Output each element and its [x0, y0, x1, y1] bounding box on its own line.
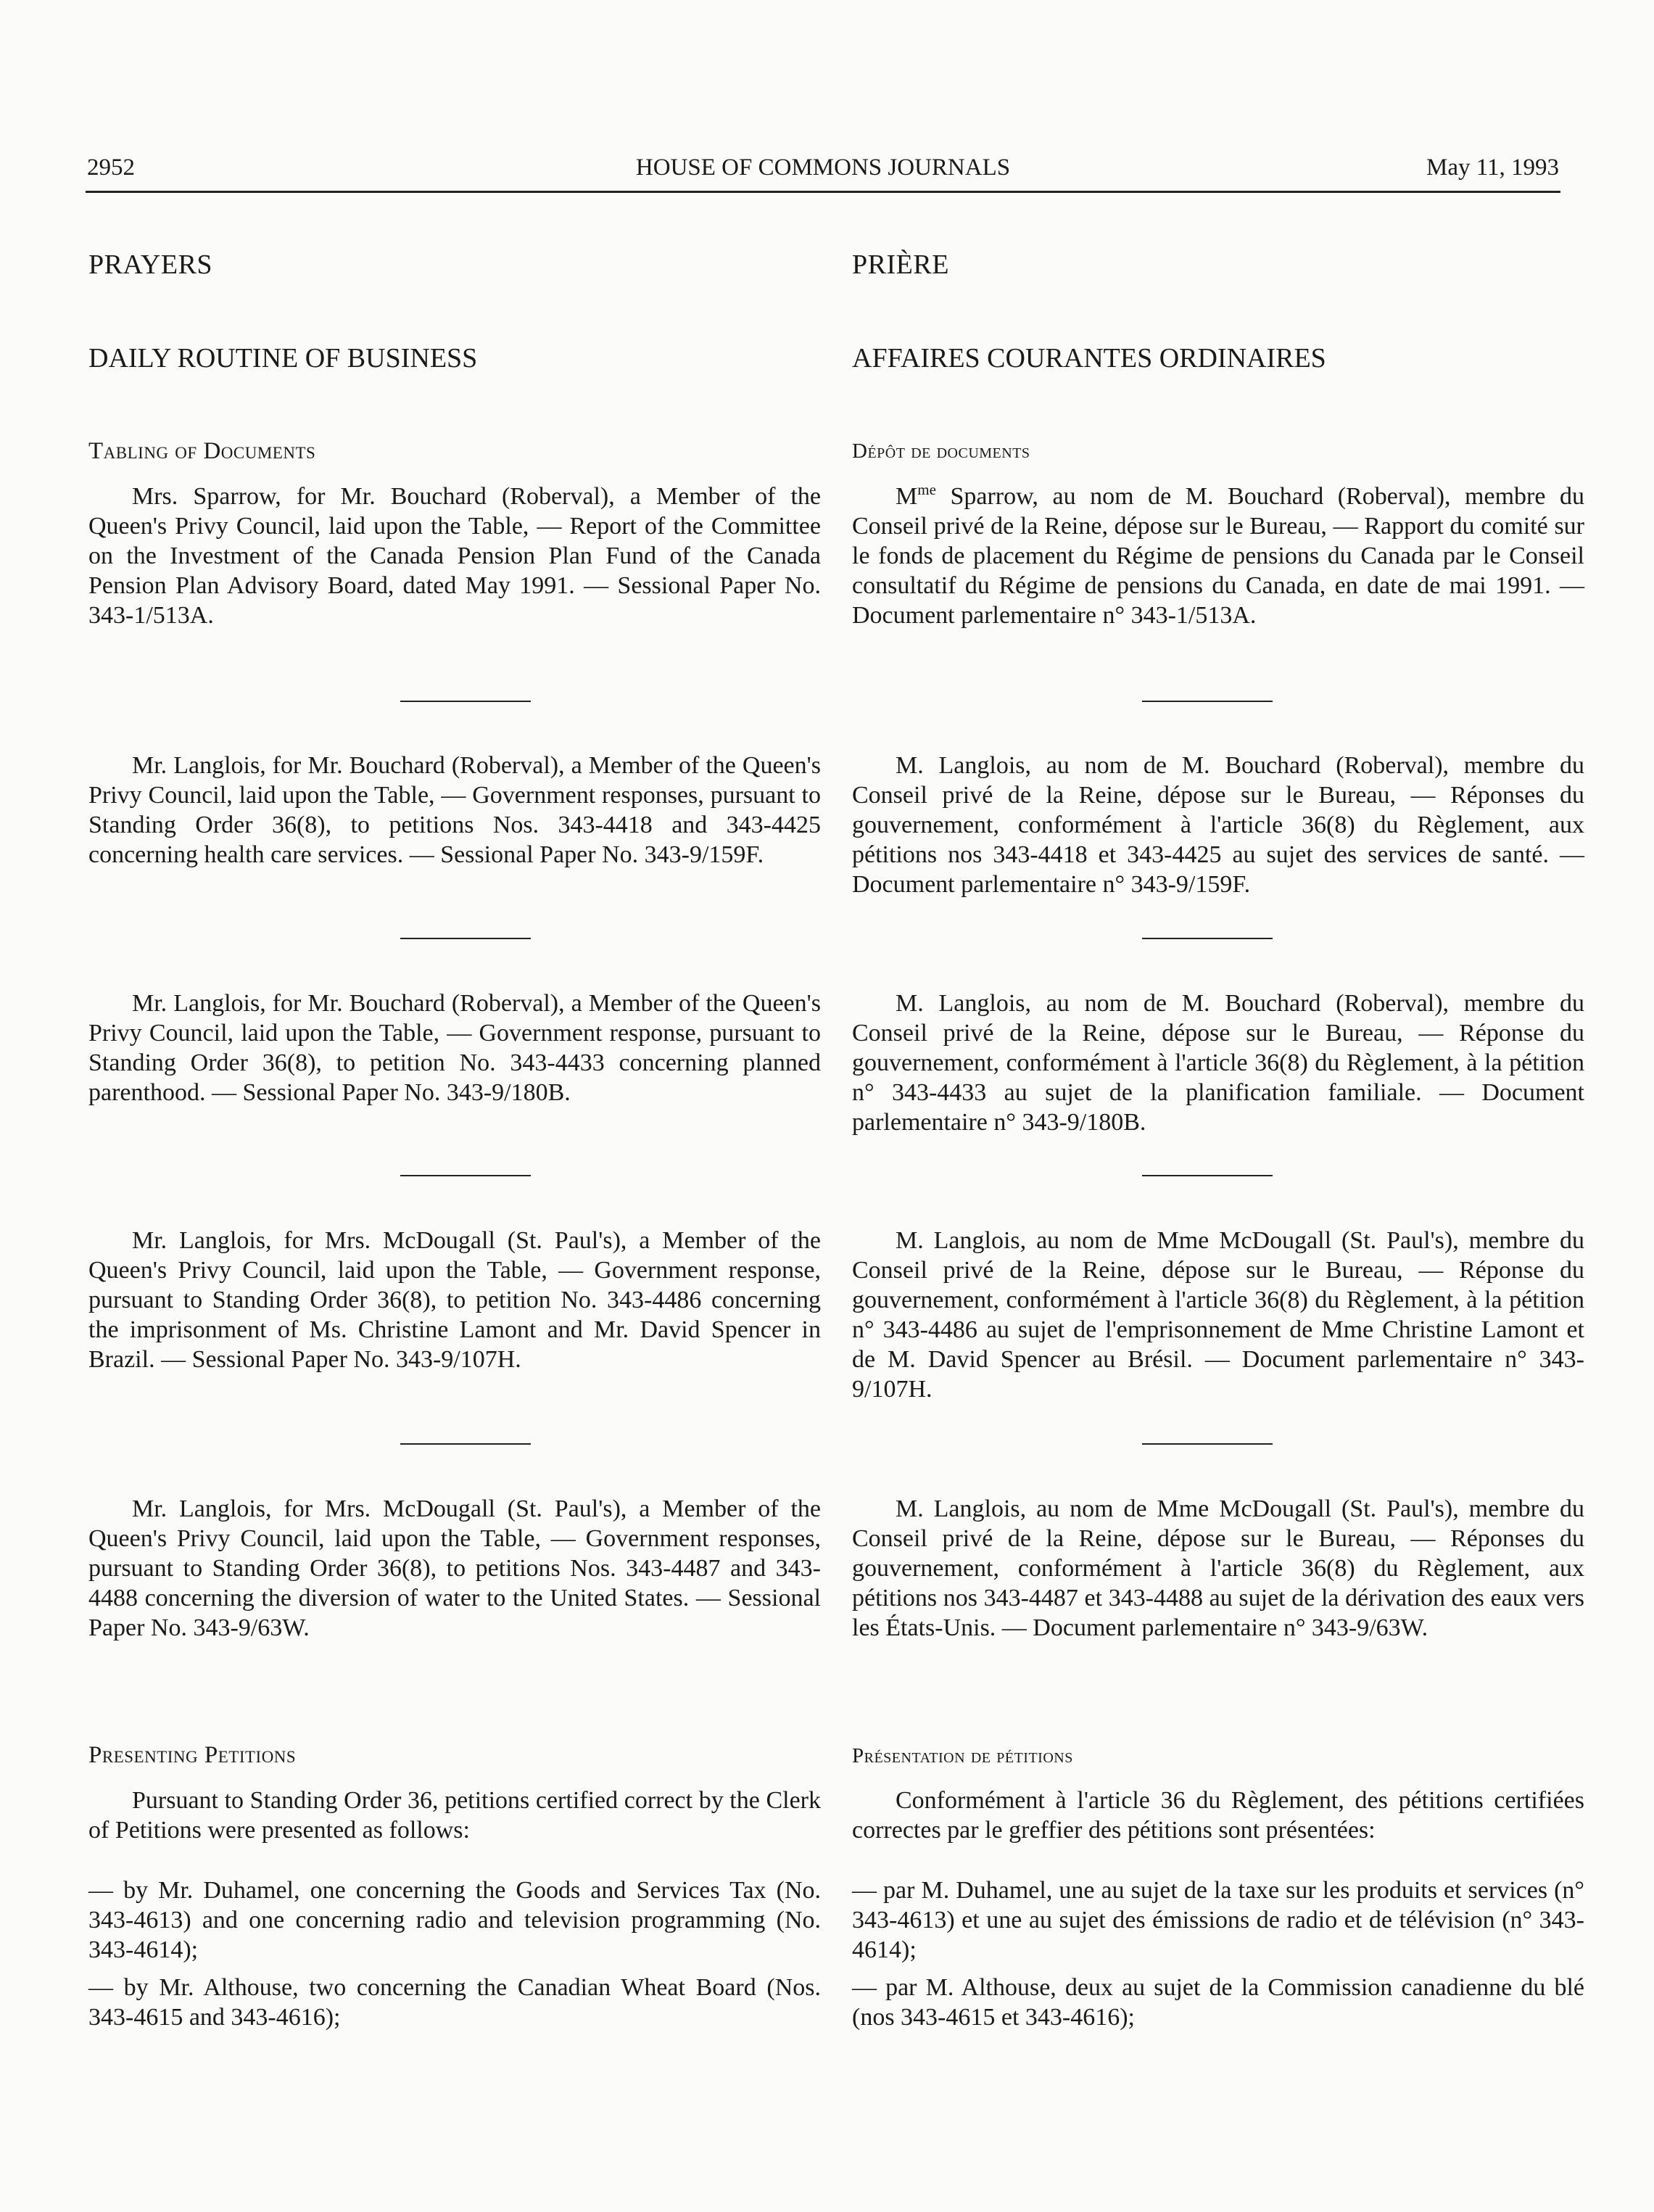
petitions-introduction: Conformément à l'article 36 du Règlement, des pétitions certifiées correctes par le greffier des pétitions sont présentées: — [852, 1787, 1584, 1844]
header-date: May 11, 1993 — [1426, 154, 1559, 181]
petition-item-2: — by Mr. Althouse, two concerning the Canadian Wheat Board (Nos. 343-4615 and 343-4616); — [88, 1974, 821, 2031]
routine-heading: DAILY ROUTINE OF BUSINESS — [88, 343, 478, 374]
document-depose-4: M. Langlois, au nom de Mme McDougall (St. Paul's), membre du Conseil privé de la Reine, dépose sur le Bureau, — Réponse du gouvernement, conformément à l'article 36(8) du Règlement, à la pétition n° 343-4486 au sujet de l'emprisonnement de Mme Christine Lamont et de M. David Spencer au Brésil. — Document parlementaire n° 343-9/107H. — [852, 1227, 1584, 1403]
separateur-4 — [1142, 1443, 1273, 1445]
affaires-heading: AFFAIRES COURANTES ORDINAIRES — [852, 343, 1326, 374]
running-title: HOUSE OF COMMONS JOURNALS — [635, 154, 1011, 181]
tabled-document-1: Mrs. Sparrow, for Mr. Bouchard (Roberval), a Member of the Queen's Privy Council, laid upon the Table, — Report of the Committee on the Investment of the Canada Pension Plan Fund of the Canada Pension Plan Advisory Board, dated May 1991. — Sessional Paper No. 343-1/513A. — [88, 483, 821, 629]
separator-2 — [400, 938, 531, 939]
document-depose-2: M. Langlois, au nom de M. Bouchard (Roberval), membre du Conseil privé de la Reine, dépose sur le Bureau, — Réponses du gouvernement, conformément à l'article 36(8) du Règlement, aux pétitions nos 343-4418 et 343-4425 au sujet des services de santé. — Document parlementaire n° 343-9/159F. — [852, 752, 1584, 898]
petitions-heading: Presenting Petitions — [88, 1742, 297, 1768]
running-header — [87, 154, 1559, 191]
tabled-document-2: Mr. Langlois, for Mr. Bouchard (Roberval), a Member of the Queen's Privy Council, laid upon the Table, — Government responses, pursuant to Standing Order 36(8), to petitions Nos. 343-4418 and 343-4425 concerning health care services. — Sessional Paper No. 343-9/159F. — [88, 752, 821, 868]
separateur-1 — [1142, 701, 1273, 702]
priere-heading: PRIÈRE — [852, 249, 949, 280]
petitions-intro: Pursuant to Standing Order 36, petitions certified correct by the Clerk of Petitions were presented as follows: — [88, 1787, 821, 1844]
petition-fr-1: — par M. Duhamel, une au sujet de la taxe sur les produits et services (n° 343-4613) et une au sujet des émissions de radio et de télévision (n° 343-4614); — [852, 1877, 1584, 1963]
separateur-2 — [1142, 938, 1273, 939]
separator-3 — [400, 1175, 531, 1176]
tabled-document-5: Mr. Langlois, for Mrs. McDougall (St. Paul's), a Member of the Queen's Privy Council, laid upon the Table, — Government responses, pursuant to Standing Order 36(8), to petitions Nos. 343-4487 and 343-4488 concerning the diversion of water to the United States. — Sessional Paper No. 343-9/63W. — [88, 1495, 821, 1641]
presentation-petitions-heading: Présentation de pétitions — [852, 1744, 1073, 1767]
tabling-heading: Tabling of Documents — [88, 438, 316, 464]
document-depose-3: M. Langlois, au nom de M. Bouchard (Roberval), membre du Conseil privé de la Reine, dépose sur le Bureau, — Réponse du gouvernement, conformément à l'article 36(8) du Règlement, à la pétition n° 343-4433 au sujet de la planification familiale. — Document parlementaire n° 343-9/180B. — [852, 990, 1584, 1136]
header-rule — [86, 191, 1560, 193]
petition-item-1: — by Mr. Duhamel, one concerning the Goods and Services Tax (No. 343-4613) and one concerning radio and television programming (No. 343-4614); — [88, 1877, 821, 1963]
document-depose-5: M. Langlois, au nom de Mme McDougall (St. Paul's), membre du Conseil privé de la Reine, dépose sur le Bureau, — Réponses du gouvernement, conformément à l'article 36(8) du Règlement, aux pétitions nos 343-4487 et 343-4488 au sujet de la dérivation des eaux vers les États-Unis. — Document parlementaire n° 343-9/63W. — [852, 1495, 1584, 1641]
tabled-document-4: Mr. Langlois, for Mrs. McDougall (St. Paul's), a Member of the Queen's Privy Council, laid upon the Table, — Government response, pursuant to Standing Order 36(8), to petition No. 343-4486 concerning the imprisonment of Ms. Christine Lamont and Mr. David Spencer in Brazil. — Sessional Paper No. 343-9/107H. — [88, 1227, 821, 1373]
document-depose-1: $M^{me}$ Sparrow, au nom de M. Bouchard (Roberval), membre du Conseil privé de la Reine, dépose sur le Bureau, — Rapport du comité sur le fonds de placement du Régime de pensions du Canada par le Conseil consultatif du Régime de pensions du Canada, en date de mai 1991. — Document parlementaire n° 343-1/513A. — [852, 481, 1584, 629]
tabled-document-3: Mr. Langlois, for Mr. Bouchard (Roberval), a Member of the Queen's Privy Council, laid upon the Table, — Government response, pursuant to Standing Order 36(8), to petition No. 343-4433 concerning planned parenthood. — Sessional Paper No. 343-9/180B. — [88, 990, 821, 1106]
depot-heading: Dépôt de documents — [852, 439, 1030, 463]
separator-4 — [400, 1443, 531, 1445]
separateur-3 — [1142, 1175, 1273, 1176]
prayers-heading: PRAYERS — [88, 249, 213, 280]
separator-1 — [400, 701, 531, 702]
document-depose-1-text: Sparrow, au nom de M. Bouchard (Roberval), membre du Conseil privé de la Reine, dépose sur le Bureau, — Rapport du comité sur le fonds de placement du Régime de pensions du Canada par le Conseil consultatif du Régime de pensions du Canada, en date de mai 1991. — Document parlementaire n° 343-1/513A. — [852, 483, 1584, 629]
page-number: 2952 — [87, 154, 135, 181]
petition-fr-2: — par M. Althouse, deux au sujet de la Commission canadienne du blé (nos 343-4615 et 343-4616); — [852, 1974, 1584, 2031]
